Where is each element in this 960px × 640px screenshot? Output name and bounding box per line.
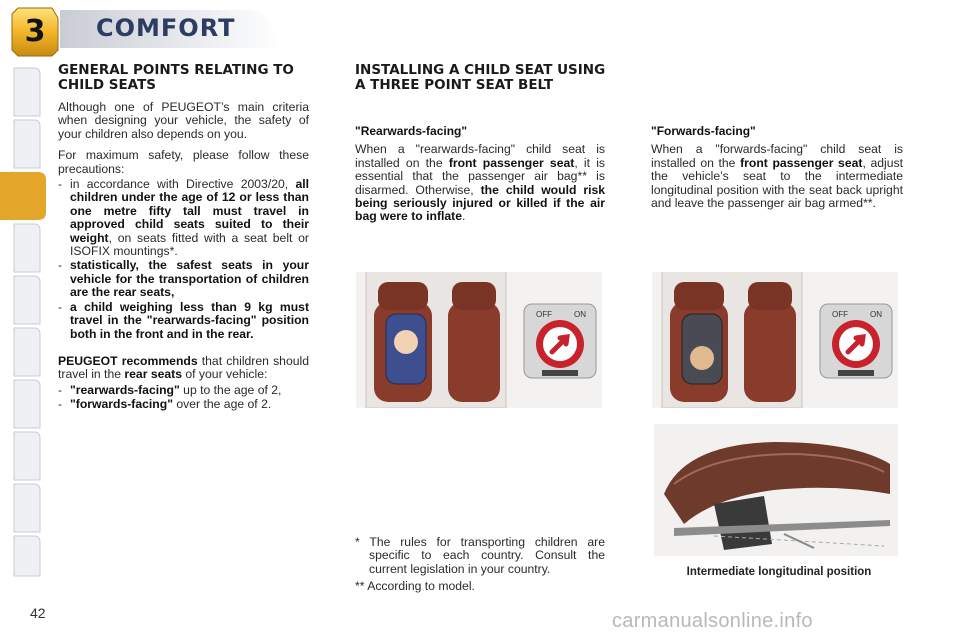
chapter-tab-2[interactable] bbox=[14, 120, 40, 168]
watermark: carmanualsonline.info bbox=[612, 610, 813, 632]
chapter-tabs bbox=[0, 64, 46, 584]
general-points-body bbox=[58, 101, 309, 413]
chapter-number: 3 bbox=[24, 13, 46, 49]
rearwards-facing-illustration bbox=[356, 272, 602, 408]
list-item: - "forwards-facing" over the age of 2. bbox=[58, 398, 309, 411]
installing-heading: INSTALLING A CHILD SEAT USING A THREE POINT SEAT BELT bbox=[355, 62, 606, 93]
list-item: - statistically, the safest seats in your vehicle for the transportation of children are the rear seats, bbox=[58, 259, 309, 299]
list-item: - "rearwards-facing" up to the age of 2, bbox=[58, 384, 309, 397]
list-item: - in accordance with Directive 2003/20, all children under the age of 12 or less than one metre fifty tall must travel in approved child seats suited to their weight, on seats fitted with a seat belt or ISOFIX mountings*. bbox=[58, 178, 309, 258]
page-number: 42 bbox=[30, 605, 46, 621]
chapter-tab-10[interactable] bbox=[14, 536, 40, 576]
general-points-heading: GENERAL POINTS RELATING TO CHILD SEATS bbox=[58, 62, 294, 93]
list-item: - a child weighing less than 9 kg must travel in the "rearwards-facing" position both in the front and in the rear. bbox=[58, 301, 309, 341]
forwards-facing-text: When a "forwards-facing" child seat is installed on the front passenger seat, adjust the vehicle’s seat to the intermediate longitudinal position with the seat back upright and leave the passenger air bag armed**. bbox=[651, 142, 904, 211]
chapter-tab-5[interactable] bbox=[14, 276, 40, 324]
chapter-tab-9[interactable] bbox=[14, 484, 40, 532]
airbag-switch-icon bbox=[524, 304, 596, 378]
chapter-tab-1[interactable] bbox=[14, 68, 40, 116]
svg-text:ON: ON bbox=[870, 310, 882, 319]
seat-adjustment-illustration bbox=[654, 424, 898, 556]
rearwards-facing-section bbox=[355, 125, 605, 232]
chapter-tab-4[interactable] bbox=[14, 224, 40, 272]
airbag-switch-icon bbox=[820, 304, 892, 378]
svg-text:ON: ON bbox=[574, 310, 586, 319]
rearwards-facing-text: When a "rearwards-facing" child seat is installed on the front passenger seat, it is essential that the passenger air bag** is disarmed. Otherwise, the child would risk being seriously injured or killed if the air bag were to inflate. bbox=[355, 142, 606, 224]
footnote-1: * The rules for transporting children are specific to each country. Consult the current legislation in your country. bbox=[355, 535, 605, 576]
precautions-intro: For maximum safety, please follow these precautions: bbox=[58, 148, 309, 176]
chapter-tab-active[interactable] bbox=[0, 172, 46, 220]
chapter-title: COMFORT bbox=[96, 14, 236, 42]
chapter-tab-8[interactable] bbox=[14, 432, 40, 480]
footnote-2: ** According to model. bbox=[355, 579, 475, 594]
forwards-facing-illustration bbox=[652, 272, 898, 408]
svg-text:OFF: OFF bbox=[536, 310, 552, 319]
svg-text:OFF: OFF bbox=[832, 310, 848, 319]
precautions-list bbox=[58, 178, 309, 341]
rearwards-facing-title: "Rearwards-facing" bbox=[355, 124, 468, 138]
seat-position-caption: Intermediate longitudinal position bbox=[686, 566, 872, 578]
footnotes bbox=[355, 536, 605, 598]
forwards-facing-section bbox=[651, 125, 903, 218]
chapter-tab-6[interactable] bbox=[14, 328, 40, 376]
recommendation-paragraph: PEUGEOT recommends that children should travel in the rear seats of your vehicle: bbox=[58, 353, 309, 382]
chapter-tab-7[interactable] bbox=[14, 380, 40, 428]
recommendation-list bbox=[58, 384, 309, 412]
intro-paragraph: Although one of PEUGEOT’s main criteria when designing your vehicle, the safety of your children also depends on you. bbox=[58, 100, 309, 141]
forwards-facing-title: "Forwards-facing" bbox=[651, 124, 756, 138]
